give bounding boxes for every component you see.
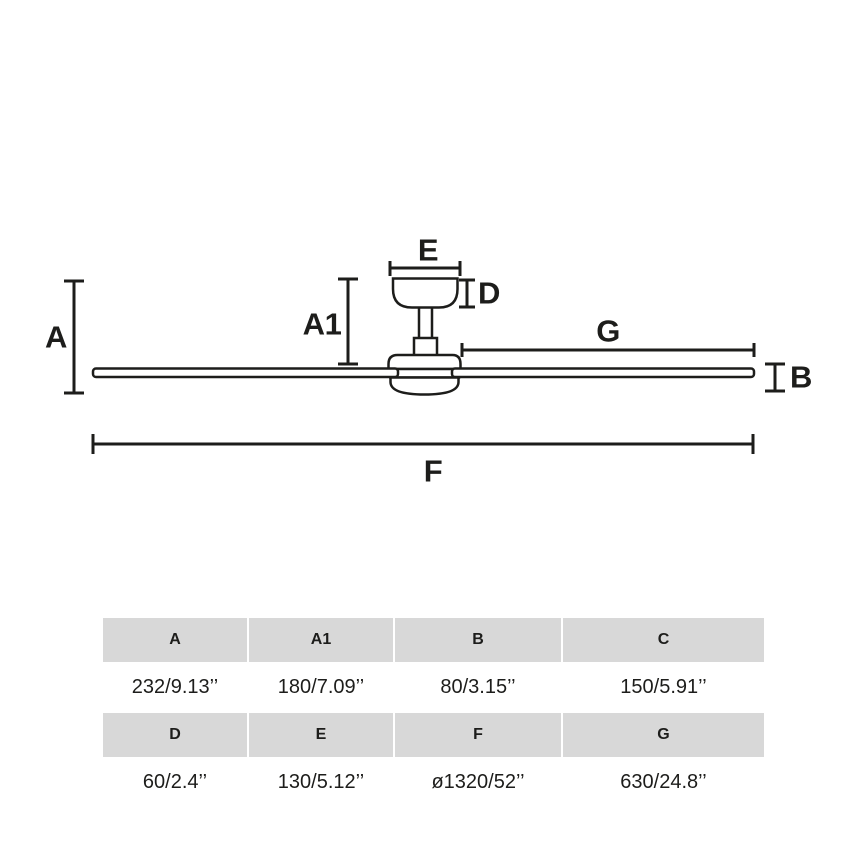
table-header-a: A xyxy=(103,618,247,662)
table-value-a: 232/9.13’’ xyxy=(103,662,247,713)
dim-d xyxy=(459,280,475,307)
fan-motor-top xyxy=(389,355,461,369)
dim-b xyxy=(765,364,785,391)
dim-label-b: B xyxy=(790,359,812,395)
fan-downrod xyxy=(419,306,432,340)
table-header-e: E xyxy=(249,713,393,757)
table-header-c: C xyxy=(563,618,764,662)
table-header-f: F xyxy=(395,713,561,757)
table-value-g: 630/24.8’’ xyxy=(563,757,764,807)
dim-label-f: F xyxy=(423,453,443,489)
table-value-e: 130/5.12’’ xyxy=(249,757,393,807)
dim-label-g: G xyxy=(596,313,620,349)
dimension-spec-table xyxy=(103,618,764,807)
table-header-g: G xyxy=(563,713,764,757)
fan-blade-left xyxy=(93,369,398,378)
table-header-d: D xyxy=(103,713,247,757)
table-header-b: B xyxy=(395,618,561,662)
table-value-d: 60/2.4’’ xyxy=(103,757,247,807)
fan-motor-band xyxy=(391,369,460,378)
dim-f xyxy=(93,434,753,454)
dim-label-d: D xyxy=(478,275,500,311)
table-value-b: 80/3.15’’ xyxy=(395,662,561,713)
table-value-c: 150/5.91’’ xyxy=(563,662,764,713)
table-header-a1: A1 xyxy=(249,618,393,662)
fan-body xyxy=(93,275,754,395)
fan-motor-bottom xyxy=(391,378,459,395)
table-value-a1: 180/7.09’’ xyxy=(249,662,393,713)
dim-label-a1: A1 xyxy=(302,306,342,342)
dim-label-e: E xyxy=(417,232,439,268)
fan-canopy xyxy=(393,279,458,308)
fan-blade-right xyxy=(452,369,754,378)
dim-label-a: A xyxy=(45,319,67,355)
table-value-f: ø1320/52’’ xyxy=(395,757,561,807)
